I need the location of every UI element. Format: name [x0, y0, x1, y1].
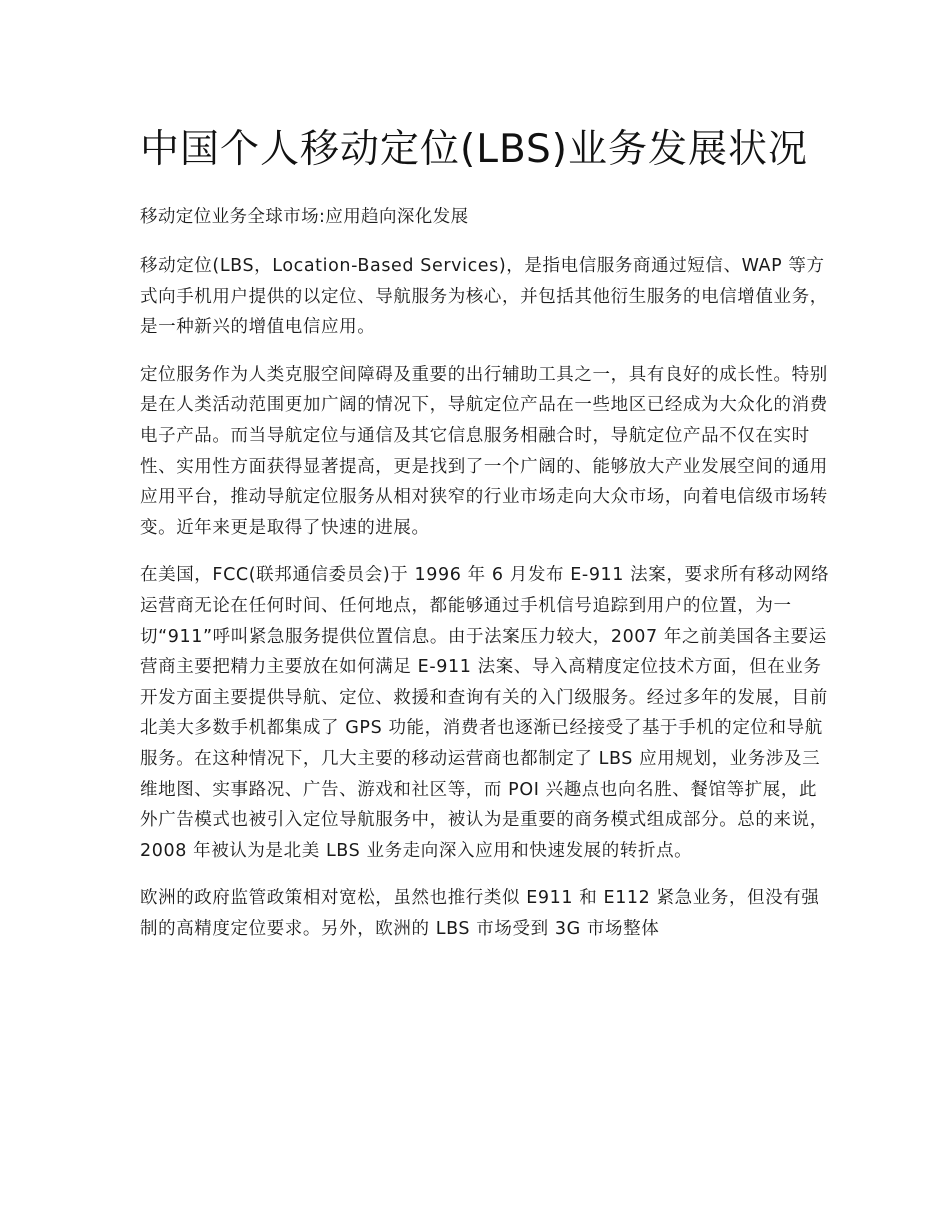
document-page: [140, 122, 830, 961]
paragraph-us-market: 在美国，FCC(联邦通信委员会)于 1996 年 6 月发布 E-911 法案，要求所有移动网络运营商无论在任何时间、任何地点，都能够通过手机信号追踪到用户的位置，为一切“911”呼叫紧急服务提供位置信息。由于法案压力较大，2007 年之前美国各主要运营商主要把精力主要放在如何满足 E-911 法案、导入高精度定位技术方面，但在业务开发方面主要提供导航、定位、救援和查询有关的入门级服务。经过多年的发展，目前北美大多数手机都集成了 GPS 功能，消费者也逐渐已经接受了基于手机的定位和导航服务。在这种情况下，几大主要的移动运营商也都制定了 LBS 应用规划，业务涉及三维地图、实事路况、广告、游戏和社区等，而 POI 兴趣点也向名胜、餐馆等扩展，此外广告模式也被引入定位导航服务中，被认为是重要的商务模式组成部分。总的来说，2008 年被认为是北美 LBS 业务走向深入应用和快速发展的转折点。: [140, 565, 830, 861]
paragraph-europe-market: 欧洲的政府监管政策相对宽松，虽然也推行类似 E911 和 E112 紧急业务，但没有强制的高精度定位要求。另外，欧洲的 LBS 市场受到 3G 市场整体: [140, 888, 820, 939]
document-title: 中国个人移动定位(LBS)业务发展状况: [140, 127, 808, 172]
paragraph-lbs-definition: 移动定位(LBS，Location-Based Services)，是指电信服务商通过短信、WAP 等方式向手机用户提供的以定位、导航服务为核心，并包括其他衍生服务的电信增值业务，是一种新兴的增值电信应用。: [140, 256, 828, 338]
document-subtitle: 移动定位业务全球市场:应用趋向深化发展: [140, 207, 469, 227]
paragraph-location-services-growth: 定位服务作为人类克服空间障碍及重要的出行辅助工具之一，具有良好的成长性。特别是在人类活动范围更加广阔的情况下，导航定位产品在一些地区已经成为大众化的消费电子产品。而当导航定位与通信及其它信息服务相融合时，导航定位产品不仅在实时性、实用性方面获得显著提高，更是找到了一个广阔的、能够放大产业发展空间的通用应用平台，推动导航定位服务从相对狭窄的行业市场走向大众市场，向着电信级市场转变。近年来更是取得了快速的进展。: [140, 364, 828, 538]
